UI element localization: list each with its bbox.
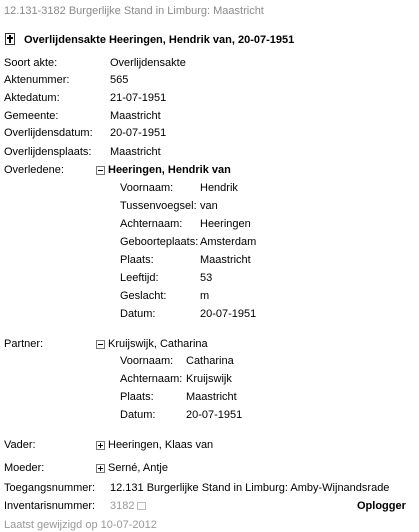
partner-value-achternaam: Kruijswijk (186, 373, 232, 385)
partner-label-achternaam: Achternaam: (120, 373, 183, 385)
moeder-name[interactable]: Serné, Antje (108, 462, 168, 474)
partner-name[interactable]: Kruijswijk, Catharina (108, 338, 208, 350)
last-modified-text: Laatst gewijzigd op 10-07-2012 (4, 519, 157, 531)
field-value-aktedatum: 21-07-1951 (110, 92, 167, 104)
overledene-value-geboorteplaats: Amsterdam (200, 236, 257, 248)
field-value-soort-akte: Overlijdensakte (110, 57, 186, 69)
overledene-value-leeftijd: 53 (200, 272, 213, 284)
overledene-value-voornaam: Hendrik (200, 182, 238, 194)
field-label-overlijdensplaats: Overlijdensplaats: (4, 146, 92, 158)
overledene-label-plaats: Plaats: (120, 254, 154, 266)
overledene-label-leeftijd: Leeftijd: (120, 272, 159, 284)
cross-icon (5, 33, 15, 45)
overledene-value-plaats: Maastricht (200, 254, 251, 266)
collapse-partner-toggle[interactable] (96, 340, 105, 349)
overledene-label-geboorteplaats: Geboorteplaats: (120, 236, 199, 248)
partner-label-voornaam: Voornaam: (120, 355, 174, 367)
overledene-label-geslacht: Geslacht: (120, 290, 167, 302)
field-value-overlijdensdatum: 20-07-1951 (110, 127, 167, 139)
moeder-label: Moeder: (4, 462, 45, 474)
field-value-gemeente: Maastricht (110, 110, 161, 122)
oplogger-button[interactable]: Oplogger (357, 500, 406, 512)
overledene-label: Overledene: (4, 164, 64, 176)
field-label-overlijdensdatum: Overlijdensdatum: (4, 127, 93, 139)
overledene-value-datum: 20-07-1951 (200, 308, 257, 320)
inventarisnummer-row (110, 499, 146, 513)
overledene-label-achternaam: Achternaam: (120, 218, 183, 230)
overledene-label-voornaam: Voornaam: (120, 182, 174, 194)
collapse-overledene-toggle[interactable] (96, 166, 105, 175)
breadcrumb: 12.131-3182 Burgerlijke Stand in Limburg: Maastricht (4, 5, 264, 17)
toegangsnummer-label: Toegangsnummer: (4, 482, 96, 494)
toegangsnummer-value: 12.131 Burgerlijke Stand in Limburg: Amby-Wijnandsrade (110, 482, 390, 494)
field-label-soort-akte: Soort akte: (4, 57, 58, 69)
inventarisnummer-label: Inventarisnummer: (4, 500, 96, 512)
vader-name[interactable]: Heeringen, Klaas van (108, 439, 214, 451)
overledene-value-achternaam: Heeringen (200, 218, 251, 230)
external-link-icon[interactable] (137, 502, 146, 510)
partner-value-voornaam: Catharina (186, 355, 234, 367)
partner-value-plaats: Maastricht (186, 391, 237, 403)
partner-label-datum: Datum: (120, 409, 156, 421)
field-label-gemeente: Gemeente: (4, 110, 59, 122)
partner-value-datum: 20-07-1951 (186, 409, 243, 421)
expand-vader-toggle[interactable] (96, 441, 105, 450)
field-value-overlijdensplaats: Maastricht (110, 146, 161, 158)
overledene-value-tussenvoegsel: van (200, 200, 218, 212)
overledene-label-datum: Datum: (120, 308, 156, 320)
overledene-value-geslacht: m (200, 290, 210, 302)
partner-label: Partner: (4, 338, 44, 350)
field-value-aktenummer: 565 (110, 74, 129, 86)
vader-label: Vader: (4, 439, 36, 451)
page-title: Overlijdensakte Heeringen, Hendrik van, 20-07-1951 (24, 34, 295, 46)
overledene-label-tussenvoegsel: Tussenvoegsel: (120, 200, 197, 212)
inventarisnummer-value: 3182 (110, 500, 135, 512)
partner-label-plaats: Plaats: (120, 391, 154, 403)
field-label-aktedatum: Aktedatum: (4, 92, 60, 104)
field-label-aktenummer: Aktenummer: (4, 74, 70, 86)
expand-moeder-toggle[interactable] (96, 464, 105, 473)
overledene-name[interactable]: Heeringen, Hendrik van (108, 164, 231, 176)
